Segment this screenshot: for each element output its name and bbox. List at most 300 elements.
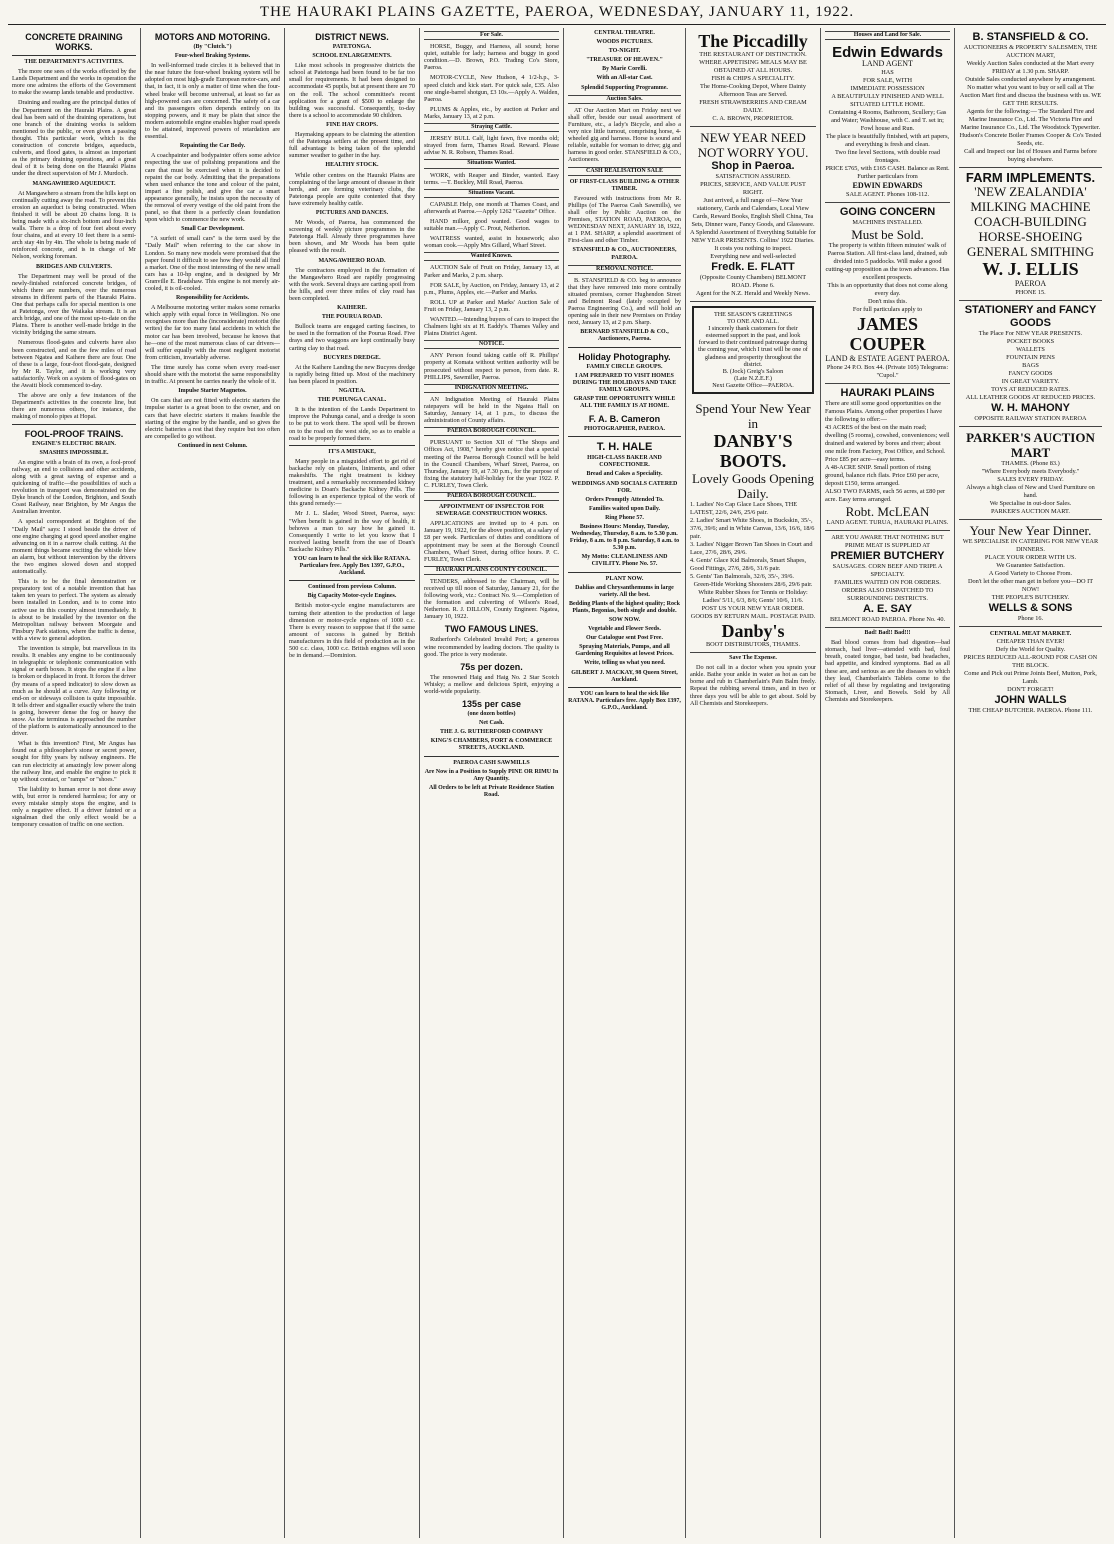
ad-text: Are Now in a Position to Supply PINE OR RIMU In Any Quantity.	[424, 768, 559, 782]
ad-text: BELMONT ROAD PAEROA. Phone No. 40.	[829, 616, 946, 624]
film-author: By Marie Corelli.	[602, 66, 647, 73]
section-label: HAURAKI PLAINS COUNTY COUNCIL.	[424, 566, 559, 575]
ad-text: PRICES, SERVICE, AND VALUE PUST RIGHT.	[700, 181, 806, 196]
classified-ad: CAPABLE Help, one month at Thames Coast, and afterwards at Paeroa.—Apply 1262 "Gazette" Office.	[424, 200, 559, 215]
article-paragraph: An engine with a brain of its own, a fool-proof railway, an end to collisions and other accidents, along with a great saving of expense and a quickening of traffic—the possibilities of such a revolution in transport was demonstrated on the Dyke branch of the London, Brighton, and South Coast Railway, near Brighton, by Mr Angus the Australian inventor.	[12, 458, 136, 516]
notice-heading: APPOINTMENT OF INSPECTOR FOR SEWERAGE CONSTRUCTION WORKS.	[435, 504, 548, 518]
article-paragraph: Bullock teams are engaged carting fascines, to be used in the formation of the Pourua Road. Five drays and two waggons are kept continually busy carting clay to that road.	[289, 323, 415, 352]
article-heading: IT'S A MISTAKE,	[328, 448, 376, 455]
ad-heading: PAEROA CASH SAWMILLS	[453, 759, 530, 766]
classified-ad: WANTED.—Intending buyers of cars to inspect the Chalmers light six at H. Eaddy's. Thames Valley and Plains District Agent.	[424, 316, 559, 338]
article-paragraph: The Department may well be proud of the newly-finished reinforced concrete bridges, of which there are numbers, over the numerous streams in different parts of the Hauraki Plains. One that perhaps calls for special mention is one at Patetonga, over the Waikaka stream. It is an arch bridge, and one of the most up-to-date on the Plains. There is another well-made bridge in the vicinity bridging the same stream.	[12, 272, 136, 337]
ad-text: C. A. BROWN, PROPRIETOR.	[712, 115, 794, 122]
article-heading: CONCRETE DRAINING WORKS.	[25, 32, 123, 52]
flatt-ad	[690, 127, 816, 302]
classified-ad: AUCTION Sale of Fruit on Friday, January 13, at Parker and Marks, 2 p.m. sharp.	[424, 264, 559, 279]
ad-text: I sincerely thank customers for their esteemed support in the past, and look forward to their continued patronage during the coming year, which I trust will be one of gladness and prosperity throughout the district.	[698, 325, 808, 368]
classified-ad: B. STANSFIELD & CO. beg to announce that they have removed into more centrally situated premises, corner Hughendon Street and Belmont Road (lately occupied by Paeroa Engineering Co.), and will hold an opening sale in their new Premises on Friday next, January 13, at 2 p.m. Sharp.	[568, 276, 681, 327]
ad-text: Agent for the N.Z. Herald and Weekly News.	[695, 290, 811, 297]
ad-item: Green-Hide Working Shoosters 28/6, 29/6 pair.	[693, 581, 813, 589]
masthead: THE HAURAKI PLAINS GAZETTE, PAEROA, WEDNESDAY, JANUARY 11, 1922.	[259, 4, 855, 20]
article-paragraph: The invention is simple, but marvellous in its results. It enables any engine to be continuously in telegraphic or telephonic communication with signal or earth boxes. It stops the engine if a line is broken or displaced in front. It forces the driver (by means of a speed indicator) to slow down as much as he should at a curve. Any following or end-on or sideways collision is quite impossible. It tells driver and signaller exactly where the train is going, however dense the fog or heavy the snow. As the terminus is approached the number of the platform is automatically announced to the driver.	[12, 645, 136, 738]
ad-text: CHEAPER THAN EVER!	[996, 638, 1065, 645]
article-paragraph: Like most schools in progressive districts the school at Patetonga had been found to be far too small for requirements. It had been designed to accommodate 45 pupils, but at present there are 70 on the roll. The school committee's recent application for a grant of $500 to enlarge the building was successful. Consequently, to-day there is a school to accommodate 90 children.	[289, 62, 415, 119]
divider	[12, 424, 136, 425]
classified-ad: AT Our Auction Mart on Friday next we shall offer, beside our usual assortment of Furniture, etc., a lady's Bicycle, and also a very nice little turnout, comprising horse, 4-wheeled gig and harness. Horse is sound and reliable, suitable for woman to drive; gig and harness in good order. STANSFIELD & CO., Auctioneers.	[568, 106, 681, 164]
parkers-ad	[959, 427, 1102, 520]
ad-text: My Motto: CLEANLINESS AND CIVILITY. Phone No. 57.	[581, 554, 668, 568]
classified-ad: APPLICATIONS are invited up to 4 p.m. on January 19, 1922, for the above position, at a salary of £8 per week. Particulars of duties and conditions of appointment may be seen at the Borough Council Chambers, Wharf Street, during office hours. P. C. FURLEY, Town Clerk.	[424, 520, 559, 563]
divider	[289, 445, 415, 446]
masthead-rule	[8, 24, 1106, 25]
ad-text: FAMILY CIRCLE GROUPS.	[586, 363, 663, 370]
ad-note: Net Cash.	[479, 720, 504, 727]
ad-text: IMMEDIATE POSSESSION	[850, 85, 925, 93]
article-paragraph: Mr Woods, of Paeroa, has commenced the screening of weekly picture programmes in the Patetonga Hall. Already three programmes have been shown, and Mr Woods has been quite pleased with the result.	[289, 219, 415, 255]
ad-text: A Splendid Assortment of Everything Suitable for NEW YEAR PRESENTS. Collins' 1922 Diaries.	[690, 229, 816, 244]
ad-text: Families waited upon Daily.	[588, 505, 660, 512]
ad-text: Always a high class of New and Used Furniture on hand.	[966, 484, 1095, 499]
theatre-subheading: WOODS PICTURES.	[596, 39, 653, 46]
ad-text: WE SPECIALISE IN CATERING FOR NEW YEAR DINNERS.	[962, 538, 1099, 553]
divider	[289, 580, 415, 581]
column-8	[955, 28, 1106, 1538]
article-paragraph: The liability to human error is not done away with, but error is rendered harmless; for any or every mistake simply stops the engine, and is only a negative effect. If a driver fainted or a signalman died the only effect would be a temporary cessation of traffic on one section.	[12, 785, 136, 829]
ad-name: JAMES COUPER	[849, 314, 926, 355]
ad-title: Spend Your New Year in	[695, 401, 811, 432]
ad-item: 4. Gents' Glace Kid Balmorals, Smart Shapes, Good Fittings, 27/6, 28/6, 31/6 pair.	[690, 557, 807, 573]
ad-text: LAND & ESTATE AGENT PAEROA.	[825, 354, 950, 364]
column-2	[141, 28, 285, 1538]
ad-name: W. J. ELLIS	[982, 259, 1079, 279]
ad-text: The renowned Haig and Haig No. 2 Star Scotch Whisky; a mellow and delicious Spirit, enjoying a world-wide popularity.	[424, 673, 559, 695]
ad-title: Edwin Edwards	[832, 44, 943, 62]
classified-ad: YOU can learn to heal the sick like RATANA. Particulars free. Apply Box 1397, G.P.O., Auckland.	[293, 556, 411, 577]
ad-text: DON'T FORGET!	[1007, 686, 1054, 693]
ad-text: Phone 16.	[1017, 615, 1044, 622]
ad-text: THAMES. (Phone 83.)	[1001, 460, 1060, 467]
article-subheading: Four-wheel Braking Systems.	[174, 53, 251, 60]
ad-item: White Rubber Shoes for Tennis or Holiday: Ladies' 5/11, 6/3, 8/6; Gents' 10/6, 11/6.	[698, 589, 808, 605]
ad-text: Bedding Plants of the highest quality; Rock Plants, Begonias, both single and double.	[568, 600, 680, 614]
ad-text: THE PEOPLE'S BUTCHERY.	[991, 594, 1070, 601]
ad-title: STATIONERY and FANCY GOODS	[964, 304, 1097, 329]
ad-item: 1. Ladies' No Cap Glace Lace Shoes, THE LATEST, 22/6, 24/6, 25/6 pair.	[690, 501, 798, 517]
mclean-ad	[825, 384, 950, 531]
article-paragraph: Draining and reading are the principal duties of the Department on the Hauraki Plains. A great deal has been said of the draining operations, but one branch of the draining works is seldom mentioned to the public, or even given a passing thought. This particular work, which is the construction of concrete bridges, aqueducts, culverts, and flood gates, is almost as important as the primary draining operations, and a great deal of it is being done on the Hauraki Plains under the direct supervision of Mr J. Murdoch.	[12, 99, 136, 178]
section-label: PAEROA BOROUGH COUNCIL.	[424, 427, 559, 436]
ad-note: (one dozen bottles)	[467, 711, 516, 718]
ad-text: POST US YOUR NEW YEAR ORDER.	[701, 605, 805, 613]
ad-subtitle: Must be Sold.	[851, 227, 924, 243]
piccadilly-ad	[690, 28, 816, 127]
walls-ad	[959, 627, 1102, 718]
section-label: Houses and Land for Sale.	[825, 31, 950, 40]
article-paragraph: At the Kaihere Landing the new Bucyres dredge is rapidly being fitted up. Most of the machinery has been placed in position.	[289, 363, 415, 385]
film-cast: With an All-star Cast.	[596, 75, 653, 82]
ad-text: Don't let the other man get in before you—DO IT NOW!	[967, 578, 1094, 593]
article-paragraph: Haymaking appears to be claiming the attention of the Patetonga settlers at the present time, and full advantage is being taken of the splendid summer weather to gather in the hay.	[289, 131, 415, 160]
ad-text: FAMILIES WAITED ON FOR ORDERS.	[834, 579, 941, 587]
ad-heading: PLANT NOW.	[605, 575, 644, 582]
column-1	[8, 28, 141, 1538]
ad-heading: T. H. HALE	[596, 441, 653, 454]
ad-text: GOODS BY RETURN MAIL. POSTAGE PAID.	[690, 613, 816, 621]
ad-title: NEW YEAR NEED NOT WORRY YOU.	[697, 130, 809, 160]
ad-text: A Good Variety to Choose From.	[988, 570, 1073, 577]
ad-text: OPPOSITE RAILWAY STATION PAEROA	[974, 415, 1087, 422]
column-7	[821, 28, 955, 1538]
ad-title: FARM IMPLEMENTS.	[965, 170, 1096, 185]
ad-text: PHOTOGRAPHER, PAEROA.	[584, 426, 665, 433]
ad-title: Your New Year Dinner.	[969, 523, 1092, 538]
section-label: PAEROA BOROUGH COUNCIL.	[424, 492, 559, 501]
ad-text: PAEROA	[1014, 279, 1047, 288]
ad-signature: STANSFIELD & CO., AUCTIONEERS, PAEROA.	[572, 247, 677, 261]
ad-text: No matter what you want to buy or sell call at The Auction Mart first and discuss the business with us. WE GET THE RESULTS.	[959, 84, 1102, 107]
ad-text: ALSO TWO FARMS, each 56 acres, at £80 per acre. Easy terms arranged.	[825, 488, 946, 504]
ad-text: Containing 4 Rooms, Bathroom, Scullery; Gas and Water; Washhouse, with C. and T. set in; Fowl house and Run.	[828, 109, 947, 133]
ad-name: W. H. MAHONY	[991, 402, 1070, 414]
article-paragraph: The time surely has come when every road-user should share with the motorist the same responsibility in traffic. At present he carries nearly the whole of it.	[145, 363, 280, 386]
ad-text: Outside Sales conducted anywhere by arrangement.	[965, 76, 1096, 83]
article-paragraph: A Melbourne motoring writer makes some remarks which apply with equal force in Wellington. No one recognises more than the (inconsiderate) motorist (the writes) the far too many fatal accidents in which the motor car has been involved, because he knows that he—one of the most numerous class of car drivers—will suffer equally with the most negligent motorist from criticism, invariably adverse.	[145, 304, 280, 361]
ad-text: ALL LEATHER GOODS AT REDUCED PRICES.	[965, 394, 1096, 401]
theatre-time: TO-NIGHT.	[608, 48, 641, 55]
divider	[568, 436, 681, 437]
classified-ad: WAITRESS wanted, assist in housework; also woman cook.—Apply Mrs Gillard, Wharf Street.	[424, 235, 559, 250]
ad-text: For full particulars apply to	[852, 306, 923, 314]
ad-company: THE J. G. RUTHERFORD COMPANY	[440, 729, 543, 736]
ad-text: Defy the World for Quality.	[995, 646, 1066, 653]
ad-text: (Opposite County Chambers) BELMONT ROAD. Phone 6.	[699, 274, 807, 289]
ad-text: Write, telling us what you need.	[583, 660, 666, 667]
divider	[568, 347, 681, 348]
ad-text: TOYS AT REDUCED RATES.	[991, 386, 1070, 393]
article-paragraph: Many people in a misguided effort to get rid of backache rely on plasters, liniments, and other makeshifts. The right treatment is kidney treatment, and a remarkably recommended kidney medicine is Doan's Backache Kidney Pills. The following is an experience typical of the work of this grand remedy:—	[289, 457, 415, 508]
ad-text: Phone 24 P.O. Box 44. (Private 105) Telegrams: "Cupol."	[826, 364, 949, 380]
section-label: For Sale.	[424, 31, 559, 40]
ad-text: "Where Everybody meets Everybody."	[981, 468, 1080, 475]
ad-text: (Late N.Z.E.F.)	[734, 374, 772, 382]
article-paragraph: The above are only a few instances of the Department's activities in the concrete line, but there are numerous others, for instance, the making of monolo pipes at Hopai.	[12, 392, 136, 421]
ad-text: FISH & CHIPS A SPECIALITY.	[711, 75, 795, 82]
notice-heading: OF FIRST-CLASS BUILDING & OTHER TIMBER.	[569, 178, 680, 192]
place-heading: NGATEA.	[338, 388, 366, 395]
article-subheading: Small Car Development.	[181, 226, 244, 233]
ad-name: Robt. McLEAN	[845, 504, 930, 520]
ad-text: LAND AGENT	[862, 59, 913, 69]
ad-text: There are still some good opportunities on the Famous Plains. Among other properties I have the following to offer:—	[825, 400, 942, 424]
ad-text: This is an opportunity that does not come along every day.	[827, 282, 948, 298]
article-subheading: THE DEPARTMENT'S ACTIVITIES.	[24, 59, 124, 65]
article-subheading: BRIDGES AND CULVERTS.	[35, 263, 113, 270]
ad-text: PRICE £765, with £165 CASH. Balance as Rent.	[825, 165, 950, 173]
article-subheading: HEALTHY STOCK.	[325, 162, 379, 169]
ad-text: THE CHEAP BUTCHER. PAEROA. Phone 111.	[968, 707, 1093, 714]
ad-text: I AM PREPARED TO VISIT HOMES DURING THE HOLIDAYS AND TAKE FAMILY GROUPS.	[572, 372, 677, 393]
classified-ad: JERSEY BULL Calf, light fawn, five months old; strayed from farm, Thames Road. Reward. Please advise N. R. Robson, Thames Road.	[424, 135, 559, 157]
ad-text: PRICES REDUCED ALL-ROUND FOR CASH ON THE BLOCK.	[963, 654, 1098, 669]
ad-name: JOHN WALLS	[994, 694, 1067, 706]
ad-text: Business Hours: Monday, Tuesday, Wednesday, Thursday, 8 a.m. to 5.30 p.m. Friday, 8 a.m. to 8 p.m. Saturday, 8 a.m. to 5.30 p.m.	[569, 523, 680, 552]
ad-signature: BERNARD STANSFIELD & CO., Auctioneers, Paeroa.	[580, 329, 669, 343]
ad-text: IN GREAT VARIETY.	[1001, 378, 1060, 385]
column-5	[564, 28, 686, 1538]
ad-text: The Home-Cooking Depot, Where Dainty Afternoon Teas are Served.	[699, 83, 807, 98]
theatre-name: CENTRAL THEATRE.	[594, 30, 655, 36]
ad-text: PHONE 15.	[1015, 289, 1046, 296]
ad-text: Everything new and well-selected	[710, 253, 796, 260]
article-subheading: THE POURUA ROAD.	[321, 314, 383, 321]
ad-text: Orders Promptly Attended To.	[585, 496, 664, 503]
film-support: Splendid Supporting Programme.	[581, 84, 668, 91]
section-label: Situations Vacant.	[424, 189, 559, 198]
ellis-ad	[959, 168, 1102, 301]
ad-heading: Holiday Photography.	[578, 351, 671, 362]
column-4	[420, 28, 564, 1538]
article-paragraph: Mr J. L. Slader, Wood Street, Paeroa, says: "When benefit is gained in the way of health, it behoves a man to say how he gained it. Consequently I write to let you know that I received lasting benefit from the use of Doan's Backache Kidney Pills."	[289, 510, 415, 553]
article-subheading: THE PUHUNGA CANAL.	[317, 397, 387, 404]
column-3	[285, 28, 420, 1538]
ad-text: Ring Phone 57.	[605, 514, 644, 521]
ad-text: Agents for the following:— The Standard Fire and Marine Insurance Co., Ltd. The Victoria Fire and Marine Insurance Co., Ltd. The Woodstock Typewriter. Hudson's Concrete Boiler Frames Cooper & Co's Tested Seeds, etc.	[959, 108, 1102, 147]
greetings-ad	[692, 306, 814, 394]
ad-text: AUCTIONEERS & PROPERTY SALESMEN, THE AUCTION MART,	[963, 44, 1098, 59]
article-paragraph: The more one sees of the works effected by the Lands Department and the works in operation the more one admires the efforts of the Government to make the swamp lands tenable and productive.	[12, 68, 136, 97]
ad-text: The place is beautifully finished, with art papers, and everything is fresh and clean.	[825, 133, 950, 149]
classified-ad: ANY Person found taking cattle off R. Phillips' property at Komata without written authority will be prosecuted without respect to person, from date. R. PHILLIPS, Sawmiller, Paeroa.	[424, 352, 559, 381]
ad-text: Call and Inspect our list of Houses and Farms before buying elsewhere.	[964, 148, 1097, 163]
classified-ad: YOU can learn to heal the sick like RATANA. Particulars free. Apply Box 1397, G.P.O., Auckland.	[568, 690, 681, 711]
divider	[568, 572, 681, 573]
ad-text: SALE AGENT. Phones 108-112.	[845, 191, 930, 199]
ad-text: A 48-ACRE SNIP. Small portion of rising ground, balance rich flats. Price £60 per acre, deposit £150, terms arranged.	[825, 464, 940, 488]
ad-text: All Orders to be left at Private Residence Station Road.	[429, 784, 554, 798]
stansfield-ad	[959, 28, 1102, 168]
classified-ad: TENDERS, addressed to the Chairman, will be received up till noon of Saturday, January 21, for the following work, viz.: Contract No. 9.—Completion of the formation and culverting of Wilson's Road, Netherton. R. J. DILLON, County Engineer. Ngatea, January 10, 1922.	[424, 577, 559, 621]
ad-text: SALES EVERY FRIDAY.	[997, 476, 1064, 483]
ad-price: 75s per dozen.	[460, 661, 523, 672]
ad-text: Next Gazette Office—PAEROA.	[712, 381, 794, 389]
article-subheading: BUCYRES DREDGE.	[323, 354, 381, 361]
section-label: INDIGNATION MEETING.	[424, 384, 559, 393]
ad-text: SATISFACTION ASSURED.	[715, 173, 791, 180]
ad-name: F. A. B. Cameron	[588, 414, 661, 425]
article-paragraph: A special correspondent at Brighton of the "Daily Mail" says: I stood beside the driver of one engine charging at good speed another engine advancing on it in a narrow chalk cutting. At the moment things became exciting the whistle blew an alarm, but without intervention by the drivers the two engines slowed down and stopped automatically.	[12, 518, 136, 576]
article-subheading: Big Capacity Motor-cycle Engines.	[307, 593, 397, 600]
ad-title: GOING CONCERN	[839, 206, 936, 219]
article-paragraph: This is to be the final demonstration or preparatory test of a notable invention that has taken ten years to perfect. The system as already been installed in London, and is to come into active use in this country almost immediately. It is about to be installed by the inventor on the Metropolitan railway between Moorgate and Finsbury Park stations, where the traffic is dense, with a view to general adoption.	[12, 578, 136, 642]
article-paragraph: A coachpainter and bodypainter offers some advice respecting the use of polishing preparations and the care that must be exercised when it is decided to repaint the car body. Admitting that the preparations when used enhance the tone and colour of the paint, impart a fine polish, and give the car a smart appearance generally, he insists upon the necessity of the removal of every vestige of the old paint from the panel, so that there is a perfectly clean foundation upon which to commence the new work.	[145, 152, 280, 224]
article-subheading: Impulse Starter Magnetos.	[178, 388, 247, 395]
classified-ad: PURSUANT to Section XII of "The Shops and Offices Act, 1908," hereby give notice that a special meeting of the Paeroa Borough Council will be held in the Council Chambers, Wharf Street, Paeroa, on Thursday, January 19, at 7.30 p.m., for the purpose of fixing the statutory half-holiday for the year 1922. P. C. FURLEY, Town Clerk.	[424, 439, 559, 489]
article-byline: (By "Clutch.")	[193, 44, 232, 50]
ad-text: SAUSAGES. CORN BEEF AND TRIPE A SPECIALTY.	[832, 563, 943, 579]
ad-item: 3. Ladies' Nigger Brown Tan Shoes in Court and Lace, 27/6, 28/6, 29/6.	[690, 541, 813, 557]
ad-text: HIGH-CLASS BAKER AND CONFECTIONER.	[587, 455, 662, 469]
article-paragraph: On cars that are not fitted with electric starters the impulse starter is a great boon to the owner, and on cars that have electric starters it makes feasible the starting of the engine by the handle, and so gives the electric batteries a rest that they require but too often are compelled to go without.	[145, 397, 280, 440]
article-paragraph: What is this invention? First, Mr Angus has found out a philosopher's stone or secret power, sought for fifty years by railway engineers. He can run electricity at amazingly low power along the railway line, and enable the engine to pick it up without contact, or "ramps" or "shoes."	[12, 740, 136, 783]
article-subheading: FINE HAY CROPS.	[326, 121, 378, 128]
ad-text: FOR SALE, WITH	[862, 77, 913, 85]
article-subheading: Repainting the Car Body.	[179, 143, 246, 150]
ad-title: PARKER'S AUCTION MART	[966, 430, 1095, 460]
ad-text: THE RESTAURANT OF DISTINCTION.	[699, 51, 807, 58]
ad-title: CENTRAL MEAT MARKET.	[989, 630, 1072, 637]
ad-text: Dahlias and Chrysanthemums in large variety. All the best.	[575, 584, 674, 598]
butchery-ad	[825, 531, 950, 628]
section-label: REMOVAL NOTICE.	[568, 265, 681, 274]
article-subheading: MANGAWHERO AQUEDUCT.	[32, 180, 116, 187]
couper-ad	[825, 203, 950, 384]
ad-text: TO ONE AND ALL.	[727, 318, 779, 326]
article-paragraph: Numerous flood-gates and culverts have also been constructed, and on the few miles of road between Ngatea and Kaihere there are four. One of these is a large, four-foot flood-gate, designed by Mr R. Taylor, and it is working very satisfactorily. Work on a system of flood-gates on the Awaiti block commenced to-day.	[12, 339, 136, 390]
ad-text: Bread and Cakes a Speciality.	[586, 471, 663, 478]
ad-subtitle: 'NEW ZEALANDIA' MILKING MACHINE	[970, 184, 1091, 214]
article-subheading: SMASHES IMPOSSIBLE.	[39, 449, 109, 456]
article-paragraph: The contractors employed in the formation of the Mangawhero Road are rapidly progressing with the work. Several drays are carting spoil from the hills, and over three miles of clay road has been completed.	[289, 266, 415, 302]
ad-name: Fredk. E. FLATT	[711, 261, 795, 273]
ad-text: 43 ACRES of the best on the main road; dwelling (5 rooms), cowshed, conveniences; well drained and watered by bores and river; about one mile from Factory, Post Office, and School. Price £85 per acre—easy terms.	[825, 424, 950, 464]
section-label: Situations Wanted.	[424, 159, 559, 168]
divider	[12, 55, 136, 56]
article-heading: Save The Expense.	[729, 655, 777, 662]
ad-text: PLACE YOUR ORDER WITH US.	[984, 554, 1077, 561]
ad-text: We Specialise in out-door Sales.	[989, 500, 1072, 507]
ad-text: WHERE APPETISING MEALS MAY BE OBTAINED AT ALL HOURS.	[699, 59, 807, 74]
article-paragraph: Bad blood comes from bad digestion—bad stomach, bad liver—attended with bad, foul breath, coated tongue, bad taste, bad headaches, bad appetite, and kindred symptoms. Bad as all these are, and serious as are the diseases to which they lead, Chamberlain's Tablets come to the relief of all these by regulating and invigorating Stomach, Liver, and Bowels. Sold by All Chemists and Storekeepers.	[825, 639, 950, 703]
ad-text: Our Catalogue sent Post Free.	[586, 635, 663, 642]
ad-text: Further particulars from	[857, 173, 918, 181]
danby-ad	[690, 398, 816, 653]
ad-title: DANBY'S BOOTS.	[713, 431, 793, 472]
ad-subtitle: COACH-BUILDING HORSE-SHOEING GENERAL SMITHING	[967, 214, 1094, 259]
section-label: CASH REALISATION SALE	[568, 167, 681, 176]
ad-item: 2. Ladies' Smart White Shoes, in Buckskin, 35/-, 37/6, 39/6; and in White Canvas, 13/6, 16/6, 18/6 pair.	[690, 517, 815, 541]
divider	[568, 687, 681, 688]
ad-subtitle: Shop in Paeroa.	[711, 160, 795, 172]
ad-text: The property is within fifteen minutes' walk of Paeroa Station. All first-class land, drained, sub divided into 5 paddocks. Will make a good cutting-up proposition as the town advances. Has excellent prospects.	[825, 242, 950, 282]
ad-text: Vegetable and Flower Seeds.	[588, 626, 661, 633]
article-paragraph: In well-informed trade circles it is believed that in the near future the four-wheel braking system will be adopted on most high-grade European motor-cars, and that, in fact, it is only a matter of time when the four-wheel brake will become universal, at least so far as high-powered cars are concerned. The safety of a car and its passengers often depends entirely on its stopping powers, and it may be plain that since the modern automobile engine enables higher road speeds to be attained, improved powers of retardation are essential.	[145, 62, 280, 141]
ad-heading: SOW NOW.	[608, 617, 641, 623]
ad-heading: TWO FAMOUS LINES.	[444, 624, 539, 635]
place-heading: KAIHERE.	[337, 305, 367, 312]
article-subheading: MANGAWHERO ROAD.	[318, 257, 386, 264]
ad-text: Don't miss this.	[867, 298, 908, 306]
article-paragraph: British motor-cycle engine manufacturers are turning their attention to the production of large dimension or motor-cycle engines of 1000 c.c. There is every reason to suppose that if the same amount of success is gained by British manufacturers in this field of production as in the 500 c.c. class, 1000 c.c. British engines will soon be in demand.—Dominion.	[289, 602, 415, 660]
ad-title: B. STANSFIELD & CO.	[972, 31, 1089, 43]
ad-text: PARKER'S AUCTION MART.	[991, 508, 1070, 515]
ad-name: WELLS & SONS	[988, 602, 1073, 614]
ad-text: FRESH STRAWBERRIES AND CREAM DAILY.	[699, 99, 807, 114]
classified-ad: FOR SALE, by Auction, on Friday, January 13, at 2 p.m., Plums, Apples, etc.—Parker and Marks.	[424, 281, 559, 296]
ad-text: Spraying Materials, Pumps, and all Gardening Requisites at lowest Prices.	[575, 644, 674, 658]
article-paragraph: At Mangawhero a stream from the hills kept on continually cutting away the road. To prevent this erosion an aqueduct is being constructed. When finished it will be about 20 chains long. It is being made with a six-inch bottom and four-inch walls. There is a drop of four feet about every four chains, and at every 10 feet there is a semi-arch stay 4in by 4in. The whole is being made of reinforced concrete, and is in charge of Mr Nelson, working foreman.	[12, 189, 136, 261]
classified-ad: MOTOR-CYCLE, New Hudson, 4 1/2-h.p., 3-speed clutch and kick start. For quick sale, £35. Also one single-barrel shotgun, £3 10s.—Apply A. Walden, Paeroa.	[424, 74, 559, 103]
ad-name: B. (Jock) Greig's Saloon	[722, 367, 784, 375]
article-heading: Bad! Bad!! Bad!!!	[864, 630, 911, 637]
article-paragraph: "A surfeit of small cars" is the term used by the "Daily Mail" when referring to the car show in London. So many new models were promised that the paper found it difficult to see how they would all find a market. One of the most interesting of the new small cars has a 10-hp engine, and is designed by Mr Granville E. Bradshaw. This engine is not merely air-cooled, it is oil-cooled.	[145, 235, 280, 292]
column-6	[686, 28, 821, 1538]
mahony-ad	[959, 301, 1102, 427]
wells-ad	[959, 520, 1102, 627]
ad-text: ARE YOU AWARE THAT NOTHING BUT PRIME MEAT IS SUPPLIED AT	[831, 534, 944, 550]
ad-title: HAURAKI PLAINS	[840, 387, 935, 400]
ad-text: ORDERS ALSO DISPATCHED TO SURROUNDING DISTRICTS.	[841, 587, 934, 603]
continuation-note: Continued from previous Column.	[307, 584, 397, 591]
section-label: Auction Sales.	[568, 95, 681, 104]
film-title: "TREASURE OF HEAVEN."	[586, 57, 663, 64]
section-label: NOTICE.	[424, 340, 559, 349]
ad-text: BOOT DISTRIBUTORS, THAMES.	[705, 641, 801, 649]
ad-title: PREMIER BUTCHERY	[830, 550, 945, 563]
article-subheading: Responsibility for Accidents.	[175, 295, 250, 302]
ad-name: A. E. SAY	[862, 603, 913, 616]
ad-text: The Place For NEW YEAR PRESENTS.	[978, 330, 1083, 337]
ad-text: LAND AGENT. TURUA, HAURAKI PLAINS.	[826, 519, 949, 527]
edwards-ad	[825, 43, 950, 203]
article-subheading: SCHOOL ENLARGEMENTS.	[312, 53, 392, 60]
ad-text: WEDDINGS AND SOCIALS CATERED FOR.	[571, 480, 678, 494]
ad-title: THE SEASON'S GREETINGS	[713, 311, 793, 318]
classified-ad: HAND milker, good wanted. Good wages to suitable man.—Apply C. Prout, Netherton.	[424, 217, 559, 233]
ad-brand: Danby's	[721, 621, 785, 642]
ad-text: GRASP THE OPPORTUNITY WHILE ALL THE FAMILY IS AT HOME.	[573, 395, 676, 410]
ad-text: Weekly Auction Sales conducted at the Mart every FRIDAY at 1.30 p.m. SHARP.	[966, 60, 1095, 75]
ad-list: POCKET BOOKS WALLETS FOUNTAIN PENS BAGS FANCY GOODS	[1006, 338, 1055, 377]
section-label: Straying Cattle.	[424, 123, 559, 132]
ad-text: A BEAUTIFULLY FINISHED AND WELL SITUATED LITTLE HOME.	[831, 93, 944, 109]
section-label: Wanted Known.	[424, 252, 559, 261]
ad-text: HAS	[881, 69, 894, 77]
article-paragraph: Do not call in a doctor when you sprain your ankle. Bathe your ankle in water as hot as can be borne and rub in Chamberlain's Pain Balm freely. Repeat the rubbing several times, and in two or three days you will be able to get about. Sold by All Chemists and Storekeepers.	[690, 664, 816, 707]
classified-ad: PLUMS & Apples, etc., by auction at Parker and Marks, January 13, at 2 p.m.	[424, 105, 559, 120]
article-subheading: ENGINE'S ELECTRIC BRAIN.	[32, 440, 116, 447]
article-heading: FOOL-PROOF TRAINS.	[24, 428, 124, 439]
ad-price: 135s per case	[461, 699, 522, 710]
ad-text: Come and Pick out Prime Joints Beef, Mutton, Pork, Lamb.	[964, 670, 1097, 685]
continuation-note: Continued in next Column.	[177, 442, 248, 449]
ad-text: We Guarantee Satisfaction.	[996, 562, 1065, 569]
classified-ad: WORK, with Reaper and Binder, wanted. Easy terms. —T. Buckley, Mill Road, Paeroa.	[424, 171, 559, 186]
classified-ad: HORSE, Buggy, and Harness, all sound; horse quiet, suitable for lady; harness and buggy in good condition.—D. Brown, P.O. Trading Co's Store, Paeroa.	[424, 43, 559, 72]
classified-ad: Favoured with instructions from Mr R. Phillips (of The Paeroa Cash Sawmills), we shall offer by Public Auction on the Premises, STATION ROAD, PAEROA, on WEDNESDAY NEXT, JANUARY 18, 1922, at 1 P.M. SHARP, a splendid assortment of First-class and other Timber.	[568, 194, 681, 245]
ad-text: Just arrived, a full range of—New Year stationery, Cards and Calendars, Local View Cards, Reward Books, English Shell China, Tea Sets, Dinner ware, Fancy Goods, and Glassware.	[691, 197, 815, 228]
ad-text: Rutherford's Celebrated Invalid Port; a generous wine recommended by leading doctors. The quality is good. The price is very moderate.	[424, 636, 559, 658]
article-paragraph: It is the intention of the Lands Department to improve the Puhunga canal, and a dredge is soon to be put to work there. The spoil will be thrown on to the road on the west side, so as to enable a road to be properly formed there.	[289, 406, 415, 442]
ad-item: 5. Gents' Tan Balmorals, 32/6, 35/-, 39/6.	[690, 573, 794, 581]
ad-title: The Piccadilly	[698, 31, 808, 51]
columns	[8, 28, 1106, 1538]
ad-name: EDWIN EDWARDS	[852, 181, 923, 191]
article-heading: DISTRICT NEWS.	[315, 32, 389, 42]
classified-ad: ROLL UP at Parker and Marks' Auction Sale of Fruit on Friday, January 13, 2 p.m.	[424, 298, 559, 313]
ad-address: KING'S CHAMBERS, FORT & COMMERCE STREETS, AUCKLAND.	[430, 738, 553, 752]
classified-ad: AN Indignation Meeting of Hauraki Plains ratepayers will be held in the Ngatea Hall on Saturday, January 14, at 1 p.m., to discuss the administration of County affairs.	[424, 395, 559, 425]
divider	[424, 756, 559, 757]
ad-text: It costs you nothing to inspect.	[714, 245, 792, 252]
article-paragraph: While other centres on the Hauraki Plains are complaining of the large amount of disease in their herds, and are forming veterinary clubs, the Patetonga people are quite contented that they have extremely healthy cattle.	[289, 171, 416, 207]
ad-signature: GILBERT J. MACKAY, 98 Queen Street, Auckland.	[571, 669, 678, 683]
ad-text: Two fine level Sections, with double road frontages.	[834, 149, 940, 165]
ad-subtitle: Lovely Goods Opening Daily.	[691, 471, 815, 502]
ad-text: MACHINES INSTALLED.	[852, 219, 923, 227]
place-heading: PATETONGA.	[332, 44, 372, 50]
article-heading: MOTORS AND MOTORING.	[154, 32, 271, 42]
article-subheading: PICTURES AND DANCES.	[315, 209, 389, 216]
